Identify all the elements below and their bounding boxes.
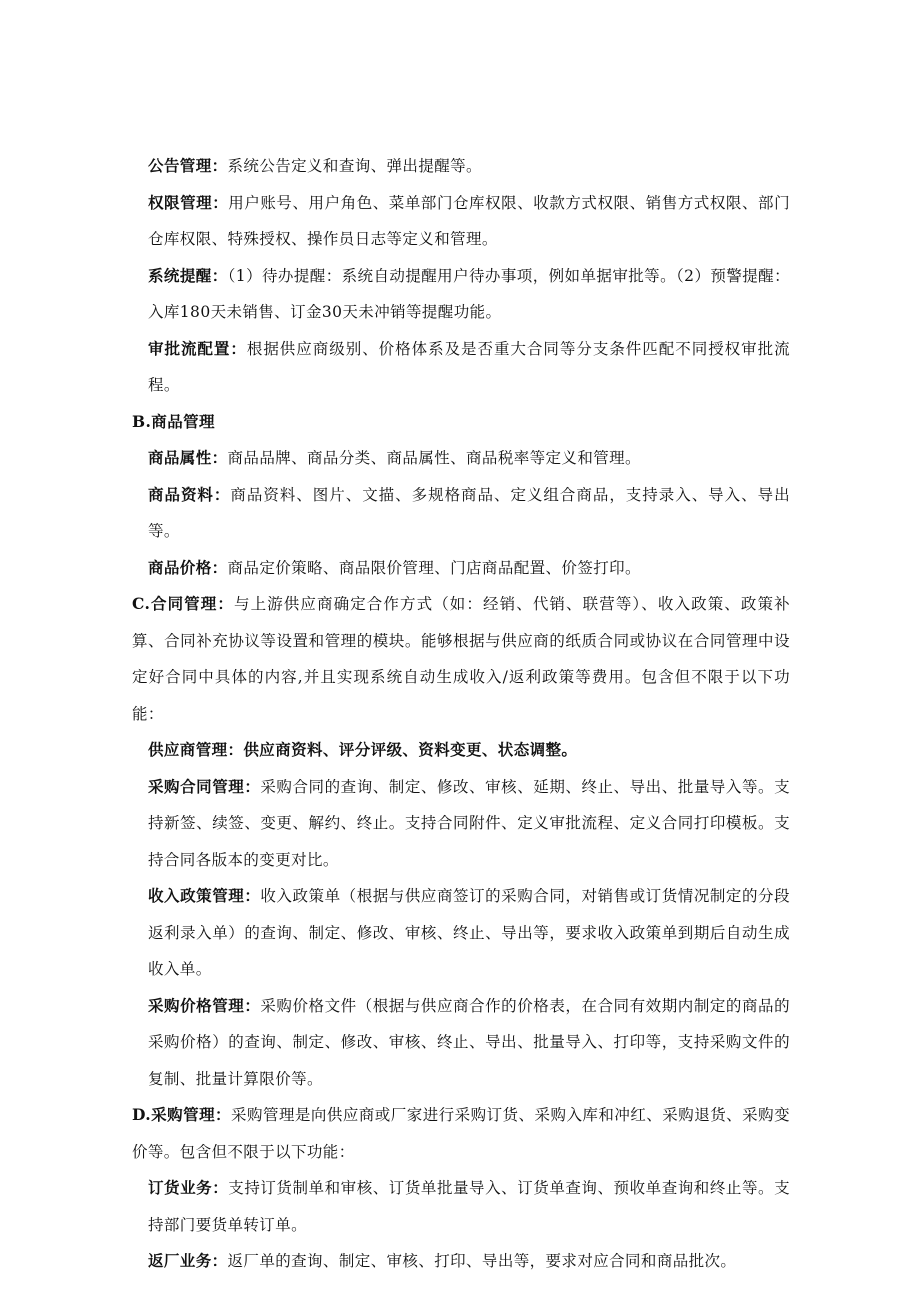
term-text: 支持订货制单和审核、订货单批量导入、订货单查询、预收单查询和终止等。支持部门要货单转订单。 (148, 1179, 790, 1234)
term-label: 公告管理： (148, 156, 228, 175)
section-text: 与上游供应商确定合作方式（如：经销、代销、联营等）、收入政策、政策补算、合同补充协议等设置和管理的模块。能够根据与供应商的纸质合同或协议在合同管理中设定好合同中具体的内容,并且实现系统自动生成收入/返利政策等费用。包含但不限于以下功能： (132, 595, 791, 723)
paragraph-product-info (0, 477, 920, 550)
paragraph-income-policy (0, 878, 920, 988)
term-label: 收入政策管理： (148, 886, 261, 905)
paragraph-product-attributes (0, 440, 920, 477)
term-text: 系统公告定义和查询、弹出提醒等。 (227, 157, 482, 175)
section-contract-management (0, 586, 920, 732)
term-label: 采购价格管理： (148, 995, 261, 1015)
paragraph-announcement (0, 148, 920, 185)
section-label: D.采购管理： (132, 1105, 232, 1124)
paragraph-return-to-factory (0, 1243, 920, 1280)
term-text: 采购价格文件（根据与供应商合作的价格表，在合同有效期内制定的商品的采购价格）的查询、制定、修改、审核、终止、导出、批量导入、打印等，支持采购文件的复制、批量计算限价等。 (148, 996, 790, 1088)
term-label: 订货业务： (148, 1178, 229, 1197)
term-text: 商品资料、图片、文描、多规格商品、定义组合商品，支持录入、导入、导出等。 (148, 485, 790, 540)
paragraph-product-price (0, 550, 920, 587)
term-label: 商品属性： (148, 448, 228, 467)
term-label: 商品价格： (148, 557, 228, 577)
term-text: 商品品牌、商品分类、商品属性、商品税率等定义和管理。 (227, 449, 641, 467)
section-heading-product (0, 404, 920, 441)
paragraph-ordering (0, 1170, 920, 1243)
term-label: 系统提醒： (148, 265, 228, 285)
paragraph-approval-flow (0, 331, 920, 404)
term-label: 返厂业务： (148, 1251, 228, 1270)
term-label: 采购合同管理： (148, 776, 261, 796)
term-text: 根据供应商级别、价格体系及是否重大合同等分支条件匹配不同授权审批流程。 (148, 339, 790, 394)
term-text: 商品定价策略、商品限价管理、门店商品配置、价签打印。 (227, 558, 641, 577)
section-label: B.商品管理 (132, 411, 215, 431)
paragraph-purchase-price (0, 988, 920, 1098)
section-label: C.合同管理： (132, 594, 234, 613)
term-text: 收入政策单（根据与供应商签订的采购合同，对销售或订货情况制定的分段返利录入单）的查询、制定、修改、审核、终止、导出等，要求收入政策单到期后自动生成收入单。 (148, 887, 790, 978)
term-text: （1）待办提醒：系统自动提醒用户待办事项，例如单据审批等。（2）预警提醒：入库180天未销售、订金30天未冲销等提醒功能。 (148, 266, 790, 321)
section-text: 采购管理是向供应商或厂家进行采购订货、采购入库和冲红、采购退货、采购变价等。包含但不限于以下功能： (132, 1106, 790, 1161)
term-label: 权限管理： (148, 192, 229, 212)
paragraph-purchase-contract (0, 769, 920, 879)
term-text: 采购合同的查询、制定、修改、审核、延期、终止、导出、批量导入等。支持新签、续签、变更、解约、终止。支持合同附件、定义审批流程、定义合同打印模板。支持合同各版本的变更对比。 (148, 777, 790, 869)
term-label: 商品资料： (148, 484, 231, 504)
term-label: 供应商管理：供应商资料、评分评级、资料变更、状态调整。 (148, 740, 578, 759)
paragraph-system-reminder (0, 258, 920, 331)
paragraph-supplier-management (0, 732, 920, 769)
term-text: 返厂单的查询、制定、审核、打印、导出等，要求对应合同和商品批次。 (227, 1252, 737, 1270)
section-procurement-management (0, 1097, 920, 1170)
document-page (0, 148, 920, 1280)
term-label: 审批流配置： (148, 338, 247, 358)
term-text: 用户账号、用户角色、菜单部门仓库权限、收款方式权限、销售方式权限、部门仓库权限、特殊授权、操作员日志等定义和管理。 (148, 193, 790, 248)
paragraph-permission (0, 185, 920, 258)
